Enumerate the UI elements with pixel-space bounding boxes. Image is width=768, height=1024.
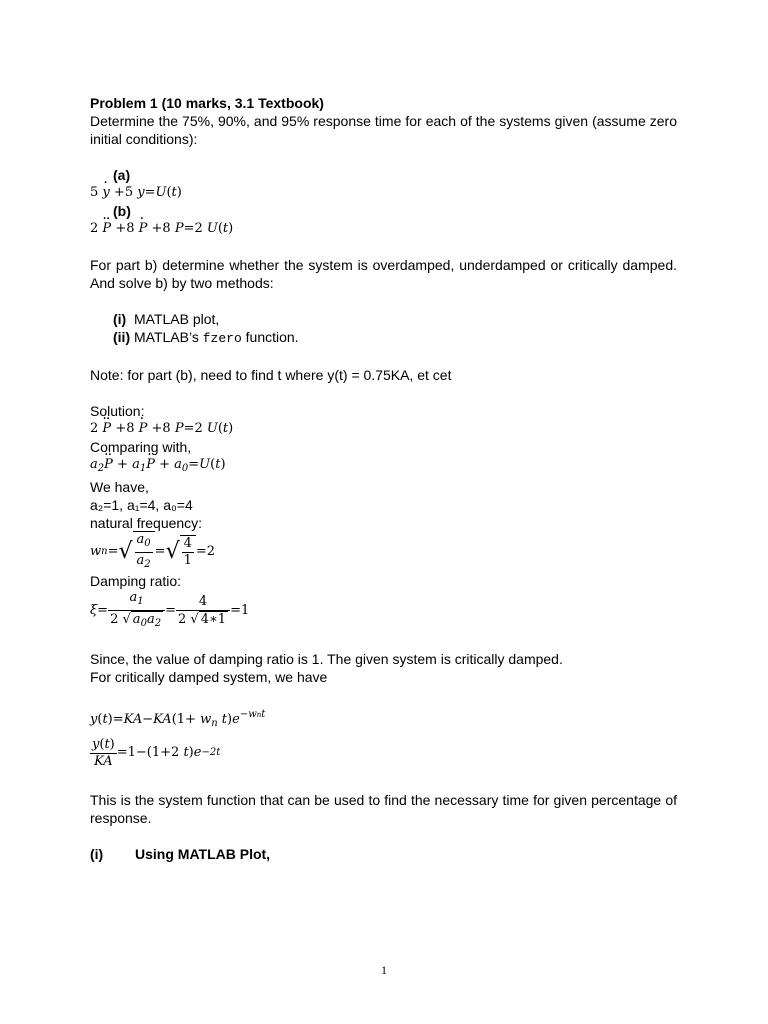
matlab-heading-text: Using MATLAB Plot,: [135, 846, 271, 862]
comparing-with: Comparing with,: [90, 439, 192, 455]
natural-frequency-label: natural frequency:: [90, 515, 203, 531]
method-ii-prefix: MATLAB’s: [134, 329, 203, 345]
matlab-plot-heading: [90, 845, 677, 863]
problem-title: Problem 1 (10 marks, 3.1 Textbook): [90, 95, 324, 111]
method-i: [90, 310, 677, 328]
critically-damped-intro: For critically damped system, we have: [90, 669, 328, 685]
we-have: We have,: [90, 479, 149, 495]
coefficients: a₂=1, a₁=4, a₀=4: [90, 497, 193, 513]
part-b-question: For part b) determine whether the system is overdamped, underdamped or critically damped. And solve b) by two methods:: [90, 257, 677, 291]
fzero-code: fzero: [202, 331, 242, 346]
damping-ratio-formula: ξ = $\frac{a_1}{2 √ a_0a_2}$ = $\frac{4}{2 √ 4∗1}$ =1: [90, 590, 677, 632]
method-ii: [90, 328, 677, 348]
method-i-label: (i): [113, 311, 127, 327]
part-a-label: (a): [113, 167, 131, 183]
response-equation: $y(t)=KA-KA(1+ w_n$ $t)e^{-wnt}$: [90, 709, 266, 729]
matlab-heading-number: (i): [90, 846, 104, 862]
damping-ratio-label: Damping ratio:: [90, 573, 182, 589]
conclusion: Since, the value of damping ratio is 1. The given system is critically damped.: [90, 651, 563, 667]
note: Note: for part (b), need to find t where y(t) = 0.75KA, et cet: [90, 367, 452, 383]
problem-intro: Determine the 75%, 90%, and 95% response time for each of the systems given (assume zero initial conditions):: [90, 113, 677, 147]
solution-label: Solution:: [90, 403, 145, 419]
part-a-equation: 5 · y +5 y=U(t): [90, 184, 677, 202]
method-i-text: MATLAB plot,: [134, 311, 220, 327]
general-equation: $a_2\cdot\cdot P + a_1\cdot P + a_0=U(t)$: [90, 456, 677, 478]
natural-frequency-formula: w n = √ $\frac{a_0}{a_2}$ = √ $\frac{4}{1}$ =2: [90, 532, 677, 572]
system-function-text: This is the system function that can be used to find the necessary time for given percentage of response.: [90, 792, 677, 826]
method-ii-label: (ii): [113, 329, 131, 345]
page-number: 1: [381, 963, 387, 977]
normalized-response-equation: $\frac{y(t)}{KA}$ =1−(1+2 t ) e −2t: [92, 736, 221, 769]
part-b-equation: 2 ·· P +8 · P +8 P=2 U(t): [90, 220, 677, 238]
solution-equation: 2 ·· P +8 · P +8 P=2 U(t): [90, 420, 677, 438]
method-ii-suffix: function.: [241, 329, 299, 345]
document-page: [90, 94, 677, 863]
part-b-label: (b): [113, 203, 131, 219]
